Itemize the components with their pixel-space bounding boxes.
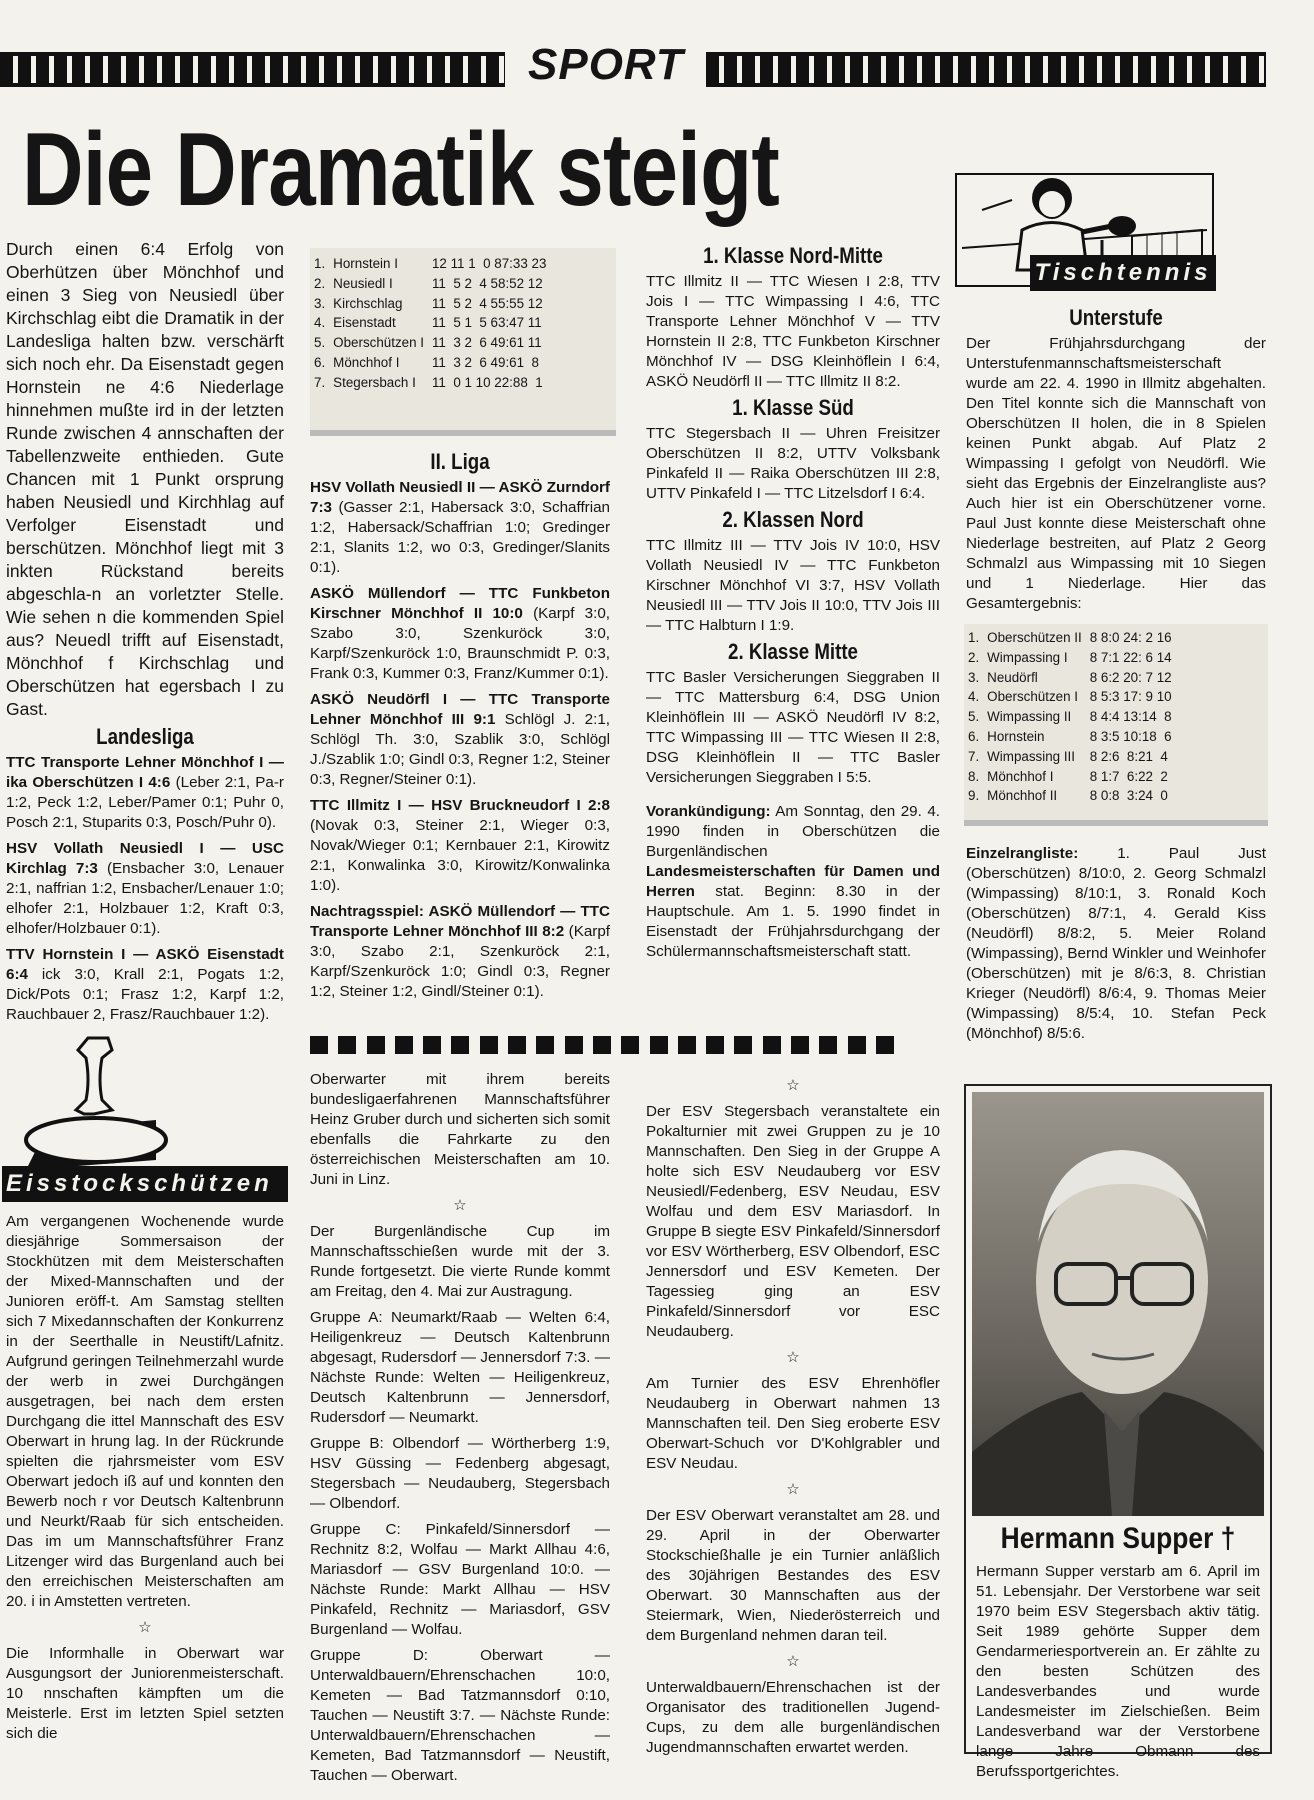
liga2-item: TTC Illmitz I — HSV Bruckneudorf I 2:8 (Novak 0:3, Steiner 2:1, Wieger 0:3, Novak/Wieger 0:1; Kernbauer 2:1, Kirowitz 2:1, Konwalinka 3:0, Kirowitz/Konwalinka 1:0).	[310, 797, 610, 894]
eisstock-text-1: Am vergangenen Wochenende wurde diesjährige Sommersaison der Stockhützen mit dem Meisterschaften der Mixed-Mannschaften und der Junioren eröff-t. Am Samstag stellten sich 7 Mixedannschaften der Konkurrenz in der Seerthalle in Neustift/Lafnitz. Aufgrund geringen Teilnehmerzahl wurde der werb in zwei Durchgängen ausgetragen, bei nach dem ersten Durchgang die ittel Mannschaft des ESV Oberwart in hrung lag. In der Rückrunde spielten die rjahrsmeister vom ESV Oberwart jedoch iß auf und konnten den Bewerb noch r vor Deutsch Kaltenbrunn und Neurkt/Raab für sich entscheiden. Das im um Mannschaftsführer Franz Litzenger wird das Burgenland auch bei den erreichischen Meisterschaften am 20. i in Amstetten vertreten.	[6, 1213, 284, 1610]
nord-mitte-title: 1. Klasse Nord-Mitte	[703, 243, 883, 268]
unterstufe-text: Der Frühjahrsdurchgang der Unterstufenmannschaftsmeisterschaft wurde am 22. 4. 1990 in Illmitz abgehalten. Den Titel konnte sich die Mannschaft von Oberschützen II holen, die in 8 Spielen keinen Punkt abgab. Auf Platz 2 Wimpassing I gefolgt von Neudörfl. Wie sieht das Ergebnis der Einzelrangliste aus? Auch hier ist ein Oberschützener vorne. Paul Just konnte diese Meisterschaft ohne Niederlage bestreiten, auf Platz 2 Georg Schmalzl aus Wimpassing mit 10 Siegen und 1 Niederlage. Hier das Gesamtergebnis:	[966, 335, 1266, 612]
liga2-item: ASKÖ Müllendorf — TTC Funkbeton Kirschner Mönchhof II 10:0 (Karpf 3:0, Szabo 3:0, Szenkuröck 3:0, Karpf/Szenkuröck 1:0, Braunschmidt P. 0:3, Frank 0:3, Kummer 0:3, Franz/Kummer 0:1).	[310, 585, 610, 682]
cell-stats: 8 5:3 17: 9 10	[1089, 689, 1172, 705]
eisstock-text-2: Die Informhalle in Oberwart war Ausgungsort der Juniorenmeisterschaft. 10 nnschaften kämpften um die Meisterle. Erst im letzten Spiel setzten sich die	[6, 1645, 284, 1742]
cell-team: Oberschützen II	[987, 630, 1082, 645]
cell-rank: 7.	[314, 374, 326, 390]
column-2	[310, 446, 610, 1008]
column-3	[646, 240, 940, 968]
cell-stats: 8 3:5 10:18 6	[1089, 728, 1172, 744]
cell-rank: 3.	[314, 295, 326, 311]
column-3-lower	[646, 1070, 940, 1764]
table-row	[964, 727, 1176, 747]
right-mid-text-3: Der ESV Oberwart veranstaltet am 28. und 29. April in der Oberwarter Stockschießhalle je ein Turnier anläßlich des 30jährigen Bestandes des ESV Oberwart. 30 Mannschaften aus der Steiermark, Wien, Niederösterreich und dem Burgenland nehmen daran teil.	[646, 1507, 940, 1644]
cell-team: Eisenstadt	[333, 315, 396, 331]
right-mid-text-1: Der ESV Stegersbach veranstaltete ein Pokalturnier mit zwei Gruppen zu je 10 Mannschaften. Den Sieg in der Gruppe A holte sich ESV Neudauberg vor ESV Neusiedl/Fedenberg, ESV Neudau, ESV Wolfau und dem ESV Mariasdorf. In Gruppe B siegte ESV Pinkafeld/Sinnersdorf vor ESV Wörtherberg, ESV Olbendorf, ESC Jennersdorf und ESV Kemeten. Der Tagessieg ging an ESV Pinkafeld/Sinnersdorf vor ESC Neudauberg.	[646, 1103, 940, 1340]
cell-stats: 8 1:7 6:22 2	[1089, 768, 1168, 784]
right-mid-text-2: Am Turnier des ESV Ehrenhöfler Neudauberg in Oberwart nahmen 13 Mannschaften teil. Den Sieg eroberte ESV Oberwart-Schuch vor D'Kohlgrabler und ESV Neudau.	[646, 1375, 940, 1472]
intro-text: Durch einen 6:4 Erfolg von Oberhützen über Mönchhof und einen 3 Sieg von Neusiedl über Kirchschlag eibt die Dramatik in der Landesliga halten bzw. verschärft sich noch ehr. Da Eisenstadt gegen Hornstein ne 4:6 Niederlage hinnehmen mußte ird in der letzten Runde zwischen 4 annschaften der Tabellenzweite enthieden. Gute Chancen mit 1 Punkt orsprung haben Neusiedl und Kirchhlag auf Verfolger Eisenstadt und berschützen. Mönchhof liegt mit 3 inkten Rückstand bereits abgeschla-n an vorletzter Stelle. Wie sehen n die kommenden Spiel aus? Neuedl trifft auf Eisenstadt, Mönchhof f Kirchschlag und Oberschützen hat egersbach I zu Gast.	[6, 239, 284, 719]
standings-box	[310, 248, 616, 436]
cell-team: Wimpassing III	[987, 748, 1075, 764]
cell-team: Mönchhof I	[987, 768, 1054, 784]
cell-rank: 5.	[314, 335, 326, 351]
vorankuendigung: Vorankündigung: Am Sonntag, den 29. 4. 1990 finden in Oberschützen die Burgenländischen Landesmeisterschaften für Damen und Herren stat. Beginn: 8.30 in der Hauptschule. Am 1. 5. 1990 findet in Eisenstadt der Frühjahrsdurchgang der Schülermannschaftsmeisterschaft statt.	[646, 803, 940, 960]
unterstufe-title: Unterstufe	[1069, 305, 1163, 330]
tischtennis-table-box	[964, 624, 1268, 826]
cell-team: Wimpassing II	[987, 709, 1072, 725]
cell-team: Stegersbach I	[333, 374, 416, 390]
cell-rank: 8.	[968, 768, 980, 784]
star-separator: ☆	[453, 1197, 467, 1214]
cell-stats: 11 3 2 6 49:61 8	[431, 354, 539, 370]
liga2-item: HSV Vollath Neusiedl II — ASKÖ Zurndorf 7:3 (Gasser 2:1, Habersack 3:0, Schaffrian 1:2, Habersack/Schaffrian 1:0; Gredinger 2:1, Slanits 1:2, wo 0:3, Gredinger/Slanits 0:1).	[310, 479, 610, 576]
portrait-photo	[972, 1092, 1264, 1516]
header-checker-right	[706, 52, 1266, 87]
tischtennis-tag: Tischtennis	[1030, 255, 1216, 291]
cell-stats: 11 3 2 6 49:61 11	[431, 335, 542, 351]
divider-squares	[310, 1036, 934, 1056]
cell-rank: 9.	[968, 788, 980, 804]
cell-stats: 11 5 1 5 63:47 11	[431, 315, 542, 331]
liga2-item: ASKÖ Neudörfl I — TTC Transporte Lehner Mönchhof III 9:1 Schlögl J. 2:1, Schlögl Th. 3:0, Szablik 3:0, Schlögl J./Szablik 1:0; Gindl 0:3, Regner 1:2, Steiner 0:3, Regner/Steiner 0:1).	[310, 691, 610, 788]
mid-text-3: Gruppe A: Neumarkt/Raab — Welten 6:4, Heiligenkreuz — Deutsch Kaltenbrunn abgesagt, Rudersdorf — Jennersdorf 7:3. — Nächste Runde: Welten — Heiligenkreuz, Deutsch Kaltenbrunn — Jennersdorf, Rudersdorf — Neumarkt.	[310, 1309, 610, 1426]
landesliga-item: TTV Hornstein I — ASKÖ Eisenstadt 6:4 ick 3:0, Krall 2:1, Pogats 1:2, Dick/Pots 0:1; Frasz 1:2, Karpf 1:2, Rauchbauer 2, Frasz/Rauchbauer 1:2).	[6, 946, 284, 1023]
table-row	[310, 373, 550, 393]
star-separator: ☆	[786, 1349, 800, 1366]
landesliga-item: HSV Vollath Neusiedl I — USC Kirchlag 7:3 (Ensbacher 3:0, Lenauer 2:1, naffrian 1:2, Ensbacher/Lenauer 1:0; elhofer 2:1, Holzbauer 1:2, Kraft 0:3, elhofer/Holzbauer 0:1).	[6, 840, 284, 937]
table-row	[964, 707, 1176, 727]
mid-text-6: Gruppe D: Oberwart — Unterwaldbauern/Ehrenschachen 10:0, Kemeten — Bad Tatzmannsdorf 0:10, Tauchen — Neustift 3:7. — Nächste Runde: Unterwaldbauern/Ehrenschachen — Kemeten, Bad Tatzmannsdorf — Neustift, Tauchen — Oberwart.	[310, 1647, 610, 1784]
table-row	[964, 628, 1176, 648]
cell-stats: 11 5 2 4 58:52 12	[431, 275, 543, 291]
table-row	[310, 353, 550, 373]
cell-team: Neudörfl	[987, 669, 1038, 685]
star-separator: ☆	[138, 1619, 152, 1636]
column-1	[6, 238, 284, 1031]
cell-stats: 11 0 1 10 22:88 1	[431, 374, 543, 390]
star-separator: ☆	[786, 1653, 800, 1670]
mid-text-1: Oberwarter mit ihrem bereits bundesligaerfahrenen Mannschaftsführer Heinz Gruber durch und sicherten sich somit ebenfalls die Fahrkarte zu den österreichischen Meisterschaften am 10. Juni in Linz.	[310, 1071, 610, 1188]
table-row	[310, 274, 550, 294]
table-row	[310, 294, 550, 314]
table-row	[964, 767, 1176, 787]
mid-text-4: Gruppe B: Olbendorf — Wörtherberg 1:9, HSV Güssing — Fedenberg abgesagt, Stegersbach — Neudauberg, Stegersbach — Olbendorf.	[310, 1435, 610, 1512]
cell-rank: 7.	[968, 748, 980, 764]
cell-team: Wimpassing I	[987, 649, 1068, 665]
cell-stats: 11 5 2 4 55:55 12	[431, 295, 543, 311]
cell-stats: 8 8:0 24: 2 16	[1089, 630, 1172, 645]
cell-team: Mönchhof II	[987, 788, 1058, 804]
mid-text-5: Gruppe C: Pinkafeld/Sinnersdorf — Rechnitz 8:2, Wolfau — Markt Allhau 4:6, Mariasdorf — GSV Burgenland 10:0. — Nächste Runde: Markt Allhau — HSV Pinkafeld, Rechnitz — Mariasdorf, GSV Burgenland — Wolfau.	[310, 1521, 610, 1638]
einzelrangliste: Einzelrangliste: 1. Paul Just (Oberschützen) 8/10:0, 2. Georg Schmalzl (Wimpassing) 8/10:1, 3. Ronald Koch (Oberschützen) 8/7:1, 4. Gerald Kiss (Neudörfl) 8/8:2, 5. Meier Roland (Wimpassing), Bernd Winkler und Weinhofer (Oberschützen) mit je 8/6:3, 8. Christian Krieger (Neudörfl) 8/6:4, 9. Thomas Meier (Wimpassing) 8/5:4, 10. Stefan Peck (Mönchhof) 8/5:6.	[966, 845, 1266, 1042]
table-row	[964, 668, 1176, 688]
cell-stats: 8 7:1 22: 6 14	[1089, 649, 1172, 665]
cell-team: Mönchhof I	[333, 354, 400, 370]
cell-stats: 8 4:4 13:14 8	[1089, 709, 1172, 725]
cell-stats: 8 2:6 8:21 4	[1089, 748, 1168, 764]
obituary-text: Hermann Supper verstarb am 6. April im 51. Lebensjahr. Der Verstorbene war seit 1970 beim ESV Stegersbach aktiv tätig. Seit 1989 gehörte Supper dem Gendarmeriesportverein an. Er zählte zu den besten Schützen des Landesverbandes und wurde Landesmeister im Zielschießen. Beim Landesverband war der Verstorbene lange Jahre Obmann des Berufssportgerichtes.	[976, 1563, 1260, 1780]
sued-text: TTC Stegersbach II — Uhren Freisitzer Oberschützen II 8:2, UTTV Volksbank Pinkafeld II — Raika Oberschützen III 2:8, UTTV Pinkafeld I — TTC Litzelsdorf I 6:4.	[646, 425, 940, 502]
obituary-portrait	[972, 1092, 1264, 1516]
obituary-name: Hermann Supper †	[1000, 1522, 1236, 1555]
cell-rank: 1.	[314, 256, 326, 271]
liga2-item: Nachtragsspiel: ASKÖ Müllendorf — TTC Transporte Lehner Mönchhof III 8:2 (Karpf 3:0, Szabo 2:1, Szenkuröck 2:1, Karpf/Szenkuröck 1:0; Gindl 0:3, Regner 1:2, Steiner 1:2, Gindl/Steiner 0:1).	[310, 903, 611, 1000]
cell-rank: 4.	[968, 689, 980, 705]
nord-mitte-text: TTC Illmitz II — TTC Wiesen I 2:8, TTV Jois I — TTC Wimpassing I 4:6, TTC Transporte Lehner Mönchhof V — TTV Hornstein II 2:8, TTC Funkbeton Kirschner Mönchhof IV — DSG Kleinhöflein I 6:4, ASKÖ Neudörfl II — TTC Illmitz II 8:2.	[646, 273, 940, 390]
cell-stats: 8 0:8 3:24 0	[1089, 788, 1168, 804]
cell-team: Oberschützen I	[333, 335, 424, 351]
cell-team: Hornstein	[987, 728, 1045, 744]
cell-stats: 8 6:2 20: 7 12	[1089, 669, 1172, 685]
cell-rank: 4.	[314, 315, 326, 331]
cell-team: Hornstein I	[333, 256, 398, 271]
section-title: SPORT	[528, 40, 684, 89]
column-4	[966, 302, 1266, 620]
table-row	[310, 254, 550, 274]
cell-team: Oberschützen I	[987, 689, 1078, 705]
cell-rank: 5.	[968, 709, 980, 725]
column-2-lower	[310, 1070, 610, 1792]
liga2-title: II. Liga	[430, 449, 490, 474]
tischtennis-table	[964, 628, 1176, 806]
klasse-mitte-text: TTC Basler Versicherungen Sieggraben II — TTC Mattersburg 6:4, DSG Union Kleinhöflein III — ASKÖ Neudörfl IV 8:2, TTC Wimpassing III — TTC Wiesen II 2:8, DSG Kleinhöflein II — TTC Basler Versicherungen Sieggraben I 5:5.	[646, 669, 940, 786]
table-row	[310, 313, 550, 333]
column-1-lower	[6, 1212, 284, 1750]
cell-rank: 3.	[968, 669, 980, 685]
cell-rank: 6.	[314, 354, 326, 370]
mid-text-2: Der Burgenländische Cup im Mannschaftsschießen wurde mit der 3. Runde fortgesetzt. Die vierte Runde kommt am Freitag, den 4. Mai zur Austragung.	[310, 1223, 610, 1300]
header-checker-left	[0, 52, 505, 87]
star-separator: ☆	[786, 1077, 800, 1094]
table-row	[964, 786, 1176, 806]
standings-table	[310, 254, 550, 393]
right-mid-text-4: Unterwaldbauern/Ehrenschachen ist der Organisator des traditionellen Jugend-Cups, zu dem alle burgenländischen Jugendmannschaften erwartet werden.	[646, 1679, 940, 1756]
cell-rank: 1.	[968, 630, 980, 645]
table-row	[964, 648, 1176, 668]
cell-team: Kirchschlag	[333, 295, 403, 311]
cell-rank: 6.	[968, 728, 980, 744]
star-separator: ☆	[786, 1481, 800, 1498]
headline: Die Dramatik steigt	[22, 112, 779, 228]
eisstock-tag: Eisstockschützen	[2, 1166, 288, 1202]
klassen-nord-title: 2. Klassen Nord	[722, 507, 864, 532]
cell-stats: 12 11 1 0 87:33 23	[431, 256, 547, 271]
obituary-box	[964, 1084, 1272, 1780]
table-row	[964, 747, 1176, 767]
table-row	[964, 687, 1176, 707]
klasse-mitte-title: 2. Klasse Mitte	[728, 639, 858, 664]
cell-rank: 2.	[968, 649, 980, 665]
cell-rank: 2.	[314, 275, 326, 291]
sued-title: 1. Klasse Süd	[732, 395, 854, 420]
landesliga-title: Landesliga	[96, 724, 194, 749]
landesliga-item: TTC Transporte Lehner Mönchhof I — ika Oberschützen I 4:6 (Leber 2:1, Pa-r 1:2, Peck 1:2, Leber/Pamer 0:1; Puhr 0, Posch 2:1, Stuparits 0:3, Posch/Puhr 0).	[6, 754, 284, 831]
cell-team: Neusiedl I	[333, 275, 393, 291]
table-row	[310, 333, 550, 353]
klassen-nord-text: TTC Illmitz III — TTV Jois IV 10:0, HSV Vollath Neusiedl IV — TTC Funkbeton Kirschner Mönchhof VI 3:7, HSV Vollath Neusiedl III — TTV Jois II 10:0, TTV Jois III — TTC Halbturn I 1:9.	[646, 537, 940, 634]
